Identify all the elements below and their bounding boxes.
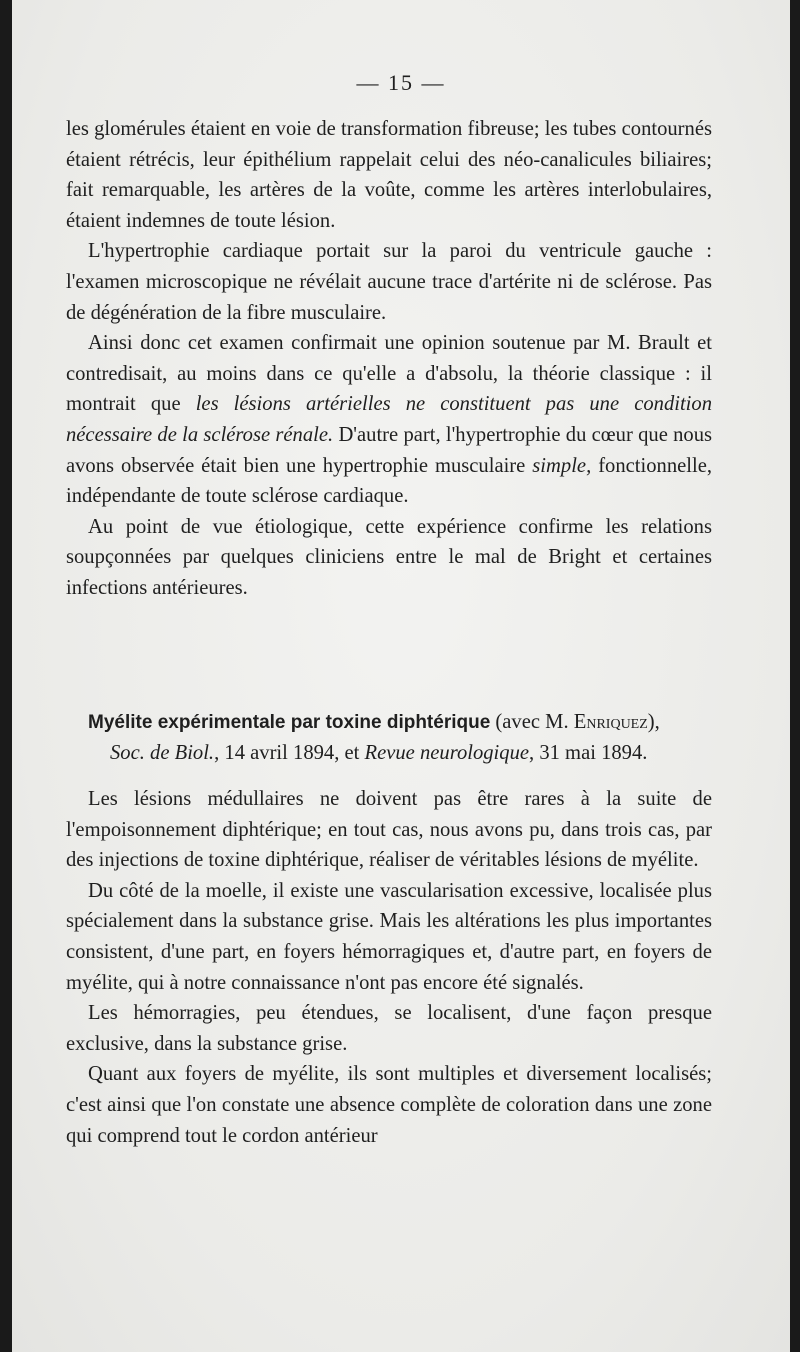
reference-journal: Soc. de Biol. (110, 742, 215, 764)
paragraph: L'hypertrophie cardiaque portait sur la paroi du ventricule gauche : l'examen microscopique ne révélait aucune trace d'artérite ni de sclérose. Pas de dégénération de la fibre musculaire. (66, 240, 712, 324)
paragraph-italic-text: les lésions artérielles ne constituent pas une condition nécessaire de la sclérose rénale. (66, 393, 712, 446)
coauthor-suffix: ), (647, 711, 660, 733)
paragraph-italic-text: simple, (532, 454, 592, 477)
body-text-top (66, 114, 712, 604)
paragraph (66, 328, 712, 512)
paragraph: Du côté de la moelle, il existe une vascularisation excessive, localisée plus spécialement dans la substance grise. Mais les altérations les plus importantes consistent, d'une part, en foyers hémorragiques et, d'autre part, en foyers de myélite, qui à notre connaissance n'ont pas encore été signalés. (66, 879, 712, 994)
reference-journal: Revue neurologique (364, 742, 530, 764)
reference-date: , 31 mai 1894. (529, 742, 648, 764)
coauthor-name: Enriquez (573, 711, 648, 733)
section-heading (66, 707, 712, 768)
section-title: Myélite expérimentale par toxine diphtérique (88, 712, 491, 733)
page-number: — 15 — (356, 70, 446, 95)
paragraph: Les hémorragies, peu étendues, se localisent, d'une façon presque exclusive, dans la substance grise. (66, 1002, 712, 1055)
paragraph-text: Ainsi donc cet examen confirmait une opinion soutenue par M. Brault et contredisait, au moins dans ce qu'elle a d'absolu, la théorie classique : il montrait que (66, 332, 712, 416)
paragraph-text: D'autre part, l'hypertrophie du cœur que nous avons observée était bien une hypertrophie musculaire (66, 423, 713, 477)
reference-line (66, 738, 712, 768)
body-text-bottom (66, 707, 712, 1151)
paragraph: Quant aux foyers de myélite, ils sont multiples et diversement localisés; c'est ainsi que l'on constate une absence complète de coloration dans une zone qui comprend tout le cordon antérieur (66, 1063, 712, 1147)
paragraph-text: fonctionnelle, indépendante de toute sclérose cardiaque. (66, 454, 712, 508)
paragraph: les glomérules étaient en voie de transformation fibreuse; les tubes contournés étaient rétrécis, leur épithélium rappelait celui des néo-canalicules biliaires; fait remarquable, les artères de la voûte, comme les artères interlobulaires, étaient indemnes de toute lésion. (66, 118, 712, 232)
reference-date: , 14 avril 1894, et (214, 742, 365, 764)
paragraph: Au point de vue étiologique, cette expérience confirme les relations soupçonnées par quelques cliniciens entre le mal de Bright et certaines infections antérieures. (66, 515, 712, 599)
paragraph: Les lésions médullaires ne doivent pas être rares à la suite de l'empoisonnement diphtérique; en tout cas, nous avons pu, dans trois cas, par des injections de toxine diphtérique, réaliser de véritables lésions de myélite. (66, 788, 712, 872)
spacer (66, 768, 712, 784)
scanned-page (12, 0, 790, 1352)
coauthor-prefix: (avec M. (490, 711, 574, 733)
